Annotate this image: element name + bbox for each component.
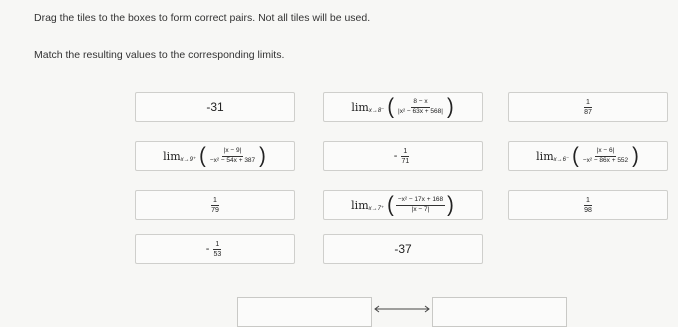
right-paren: ) — [632, 143, 639, 169]
drop-box-left[interactable] — [237, 297, 372, 327]
denominator: |x − 7| — [411, 205, 430, 213]
left-paren: ( — [572, 143, 579, 169]
limit-expression — [351, 94, 454, 120]
left-paren: ( — [387, 94, 395, 120]
lim-subscript: x→7⁺ — [368, 205, 385, 212]
lim-subscript: x→9⁺ — [180, 156, 197, 163]
denominator: 98 — [584, 206, 592, 214]
denominator: |x² − 63x + 568| — [398, 107, 443, 115]
tile-text: -31 — [206, 100, 224, 114]
lim-subscript: x→6⁻ — [553, 156, 570, 163]
right-paren: ) — [259, 143, 266, 169]
numerator: 8 − x — [411, 99, 429, 108]
fraction — [582, 99, 594, 116]
left-paren: ( — [387, 192, 394, 218]
tile-value-1-over-79[interactable] — [135, 190, 295, 220]
tile-value-neg31[interactable] — [135, 92, 295, 122]
fraction — [211, 241, 223, 258]
instruction-line-2: Match the resulting values to the corresponding limits. — [34, 49, 285, 61]
numerator: 1 — [213, 196, 217, 204]
tile-text: -37 — [394, 242, 412, 256]
numerator: 1 — [586, 196, 590, 204]
denominator: 87 — [584, 108, 592, 116]
numerator: 1 — [215, 240, 220, 248]
double-arrow-icon — [372, 304, 432, 314]
numerator: |x − 9| — [222, 148, 244, 157]
right-paren: ) — [447, 192, 454, 218]
left-paren: ( — [199, 143, 206, 169]
limit-expression — [163, 143, 267, 169]
instruction-line-1: Drag the tiles to the boxes to form correct pairs. Not all tiles will be used. — [34, 12, 371, 24]
lim-word: lim — [351, 198, 369, 212]
lim-word: lim — [163, 149, 181, 163]
denominator: 79 — [211, 206, 219, 214]
fraction — [209, 197, 221, 214]
tile-limit-x-to-6-minus[interactable] — [508, 141, 668, 171]
denominator: −x² − 54x + 387 — [209, 156, 256, 164]
tile-limit-x-to-8-minus[interactable] — [323, 92, 483, 122]
minus-sign: - — [393, 150, 398, 162]
fraction — [582, 197, 594, 214]
minus-sign: - — [205, 243, 210, 255]
tile-value-neg-1-over-53[interactable] — [135, 234, 295, 264]
drop-box-right[interactable] — [432, 297, 567, 327]
limit-expression — [351, 192, 455, 218]
fraction — [208, 148, 257, 164]
right-paren: ) — [446, 94, 454, 120]
limit-expression — [536, 143, 640, 169]
lim-subscript: x→8⁻ — [368, 107, 385, 114]
denominator: 71 — [401, 157, 410, 165]
denominator: 53 — [213, 250, 222, 258]
denominator: −x² − 86x + 552 — [582, 156, 629, 164]
tile-limit-x-to-7-plus[interactable] — [323, 190, 483, 220]
tile-limit-x-to-9-plus[interactable] — [135, 141, 295, 171]
tile-value-neg37[interactable] — [323, 234, 483, 264]
numerator: 1 — [586, 98, 590, 106]
fraction — [396, 197, 445, 213]
fraction — [396, 99, 445, 115]
numerator: |x − 6| — [595, 148, 617, 157]
fraction — [399, 148, 411, 165]
numerator: −x² − 17x + 168 — [396, 197, 445, 206]
numerator: 1 — [403, 147, 408, 155]
tile-value-1-over-98[interactable] — [508, 190, 668, 220]
tile-value-neg-1-over-71[interactable] — [323, 141, 483, 171]
tile-value-1-over-87[interactable] — [508, 92, 668, 122]
lim-word: lim — [536, 149, 554, 163]
fraction — [581, 148, 630, 164]
lim-word: lim — [351, 100, 369, 114]
